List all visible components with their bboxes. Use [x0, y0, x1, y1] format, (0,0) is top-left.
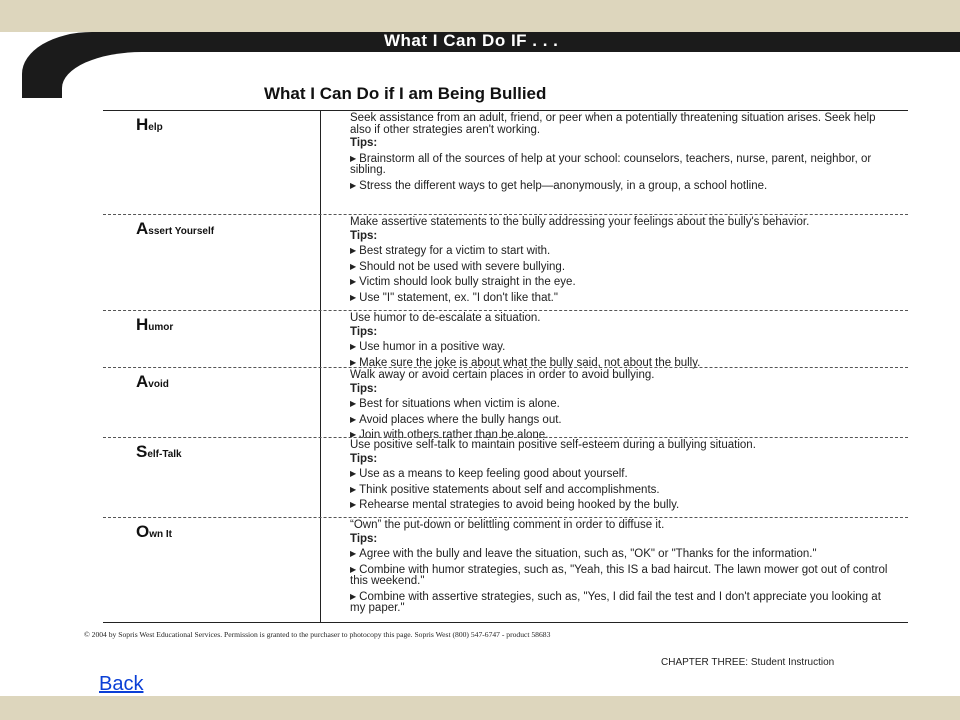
- term-rest: void: [148, 379, 169, 390]
- term-initial: H: [136, 115, 149, 134]
- strategy-term: [136, 315, 173, 335]
- strategy-term: [136, 372, 169, 392]
- table-row: [103, 437, 908, 517]
- tip-item: [350, 591, 895, 615]
- term-rest: umor: [148, 322, 174, 333]
- bullet-arrow-icon: ▶: [350, 500, 357, 509]
- tips-label: Tips:: [350, 325, 378, 338]
- tip-text: Use "I" statement, ex. "I don't like that.": [359, 291, 558, 304]
- table-row: [103, 214, 908, 310]
- bullet-arrow-icon: ▶: [350, 292, 357, 302]
- tip-item: [350, 484, 895, 497]
- tip-text: Use humor in a positive way.: [359, 341, 506, 353]
- bullet-arrow-icon: ▶: [350, 469, 357, 478]
- bullet-arrow-icon: ▶: [350, 591, 357, 601]
- tips-label: Tips:: [350, 382, 378, 395]
- strategy-content: [350, 370, 895, 442]
- tip-item: [350, 398, 895, 411]
- table-bottom-rule: [103, 622, 908, 623]
- table-row: [103, 111, 908, 214]
- back-link[interactable]: Back: [99, 673, 144, 695]
- tip-text: Agree with the bully and leave the situation, such as, "OK" or "Thanks for the information.": [359, 548, 817, 560]
- tip-text: Think positive statements about self and accomplishments.: [359, 483, 660, 496]
- bullet-arrow-icon: ▶: [350, 549, 357, 558]
- tip-item: [350, 180, 895, 193]
- bullet-arrow-icon: ▶: [350, 246, 357, 255]
- strategy-description: Use humor to de-escalate a situation.: [350, 312, 541, 324]
- strategy-term: [136, 522, 172, 542]
- tips-label: Tips:: [350, 137, 378, 149]
- bullet-arrow-icon: ▶: [350, 153, 357, 163]
- tip-text: Stress the different ways to get help—anonymously, in a group, a school hotline.: [359, 179, 768, 192]
- banner-title: What I Can Do IF . . .: [384, 32, 559, 50]
- tip-text: Use as a means to keep feeling good about yourself.: [359, 468, 628, 480]
- strategy-term: [136, 219, 214, 239]
- bullet-arrow-icon: ▶: [350, 277, 357, 286]
- term-initial: O: [136, 522, 150, 541]
- tips-label: Tips:: [350, 452, 378, 465]
- tip-item: [350, 468, 895, 481]
- bullet-arrow-icon: ▶: [350, 342, 357, 351]
- tip-item: [350, 548, 895, 561]
- tip-text: Rehearse mental strategies to avoid being hooked by the bully.: [359, 499, 680, 511]
- tip-text: Should not be used with severe bullying.: [359, 260, 566, 273]
- document-page: [0, 32, 960, 696]
- strategy-content: [350, 520, 895, 615]
- strategy-description: Use positive self-talk to maintain positive self-esteem during a bullying situation.: [350, 439, 756, 451]
- term-initial: H: [136, 315, 149, 334]
- tip-text: Avoid places where the bully hangs out.: [359, 413, 562, 426]
- tip-item: [350, 499, 895, 512]
- bullet-arrow-icon: ▶: [350, 414, 357, 424]
- bullet-arrow-icon: ▶: [350, 564, 357, 574]
- tip-text: Best strategy for a victim to start with.: [359, 245, 551, 257]
- term-initial: A: [136, 372, 149, 391]
- strategy-content: [350, 113, 895, 192]
- strategy-description: Seek assistance from an adult, friend, or peer when a potentially threatening situation arises. Seek help also if other strategies aren't working.: [350, 112, 876, 136]
- table-row: [103, 367, 908, 441]
- term-rest: ssert Yourself: [148, 226, 215, 237]
- tip-item: [350, 414, 895, 427]
- tip-text: Brainstorm all of the sources of help at your school: counselors, teachers, nurse, parent, neighbor, or sibling.: [350, 152, 872, 176]
- tip-item: [350, 261, 895, 274]
- strategy-description: Walk away or avoid certain places in order to avoid bullying.: [350, 369, 655, 381]
- term-initial: A: [136, 219, 149, 238]
- bullet-arrow-icon: ▶: [350, 484, 357, 494]
- strategy-term: [136, 115, 163, 135]
- tip-text: Victim should look bully straight in the eye.: [359, 276, 576, 288]
- tip-item: [350, 564, 895, 588]
- tips-label: Tips:: [350, 229, 378, 242]
- bullet-arrow-icon: ▶: [350, 357, 357, 367]
- term-rest: wn It: [149, 529, 173, 540]
- tips-label: Tips:: [350, 532, 378, 545]
- tip-text: Make sure the joke is about what the bully said, not about the bully.: [359, 356, 701, 369]
- bullet-arrow-icon: ▶: [350, 180, 357, 190]
- term-initial: S: [136, 442, 148, 461]
- tip-text: Best for situations when victim is alone.: [359, 398, 560, 410]
- strategy-content: [350, 440, 895, 512]
- strategy-description: “Own” the put-down or belittling comment in order to diffuse it.: [350, 519, 665, 531]
- bullet-arrow-icon: ▶: [350, 399, 357, 408]
- tip-item: [350, 153, 895, 177]
- tip-item: [350, 292, 895, 305]
- bullet-arrow-icon: ▶: [350, 430, 357, 439]
- strategy-term: [136, 442, 182, 462]
- table-row: [103, 517, 908, 622]
- term-rest: elp: [148, 122, 163, 133]
- tip-text: Combine with assertive strategies, such as, "Yes, I did fail the test and I don't appreciate you looking at my paper.": [350, 590, 881, 614]
- copyright-notice: © 2004 by Sopris West Educational Services. Permission is granted to the purchaser to photocopy this page. Sopris West (800) 547-6747 - product 58683: [84, 630, 551, 639]
- chapter-footer: CHAPTER THREE: Student Instruction: [661, 657, 835, 668]
- tip-item: [350, 341, 895, 354]
- strategy-content: [350, 313, 895, 369]
- table-row: [103, 310, 908, 367]
- tip-item: [350, 276, 895, 289]
- strategy-content: [350, 217, 895, 304]
- term-rest: elf-Talk: [147, 449, 182, 460]
- tip-text: Combine with humor strategies, such as, "Yeah, this IS a bad haircut. The lawn mower got out of control this weekend.": [350, 563, 888, 587]
- strategy-description: Make assertive statements to the bully addressing your feelings about the bully's behavior.: [350, 216, 810, 228]
- tip-item: [350, 245, 895, 258]
- bullet-arrow-icon: ▶: [350, 261, 357, 271]
- page-title: What I Can Do if I am Being Bullied: [264, 84, 547, 103]
- tip-text: Join with others rather than be alone.: [359, 429, 549, 441]
